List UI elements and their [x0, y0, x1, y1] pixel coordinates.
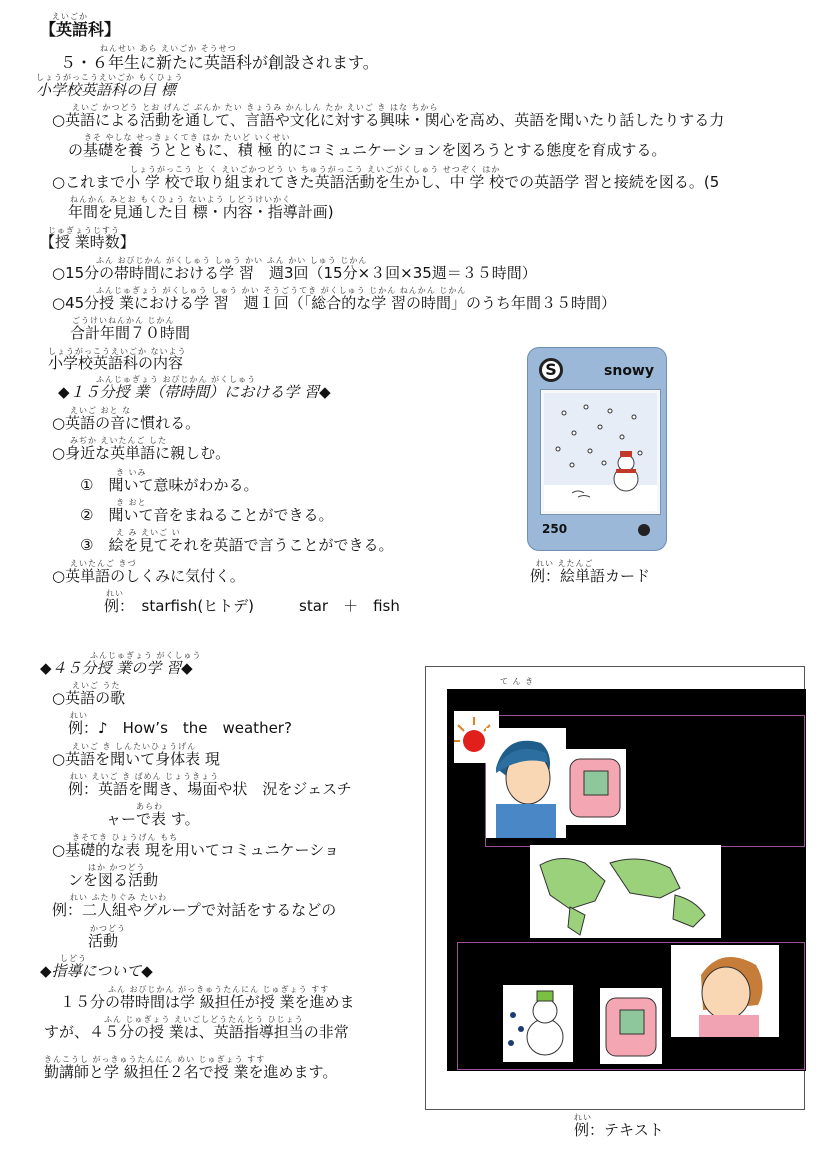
item2-ruby: みぢか えいたんご した	[70, 436, 168, 445]
guidance-line-1: １５分の帯時間は学 級担任が授 業を進めま	[60, 993, 355, 1011]
title-ruby: えいごか	[52, 12, 88, 21]
comm-ex2-ruby: かつどう	[90, 924, 126, 933]
card-word: snowy	[604, 363, 654, 379]
sub1: ① 聞いて意味がわかる。	[80, 476, 259, 494]
example-ruby: れい	[106, 589, 124, 598]
world-map-image	[530, 845, 721, 938]
guidance-heading: ◆指導について◆	[40, 962, 153, 980]
boy-picture	[486, 728, 566, 838]
content-heading-ruby: しょうがっこうえいごか ないよう	[48, 347, 187, 356]
body-ruby: えいご き しんたいひょうげん	[72, 742, 197, 751]
song-ex-ruby: れい	[70, 711, 88, 720]
flashcard-image	[527, 347, 667, 551]
item2: ○身近な英単語に親しむ。	[52, 444, 231, 462]
hours-heading-ruby: じゅぎょうじすう	[48, 226, 120, 235]
goal-p1-l1-ruby: えいご かつどう とお げんご ぶんか たい きょうみ かんしん たか えいご き はな ちから	[72, 103, 439, 112]
comm1-ruby: きそてき ひょうげん もち	[72, 833, 179, 842]
hours-l1: ○15分の帯時間における学 習 週3回（15分×３回×35週＝３５時間）	[52, 264, 537, 282]
telephone-icon-top	[564, 749, 626, 825]
hours-heading: 【授 業時数】	[40, 233, 135, 251]
goal-p1-l2-ruby: きそ やしな せっきょくてき はか たいど いくせい	[84, 133, 291, 142]
body-example-1: 例：英語を聞き、場面や状 況をジェスチ	[68, 780, 352, 798]
comm2-ruby: はか かつどう	[88, 863, 146, 872]
card-number: 250	[542, 522, 568, 536]
sub3: ③ 絵を見てそれを英語で言うことができる。	[80, 536, 394, 554]
song: ○英語の歌	[52, 689, 126, 707]
textbook-caption-ruby: れい	[574, 1113, 592, 1122]
guidance-l3-ruby: きんこうし がっきゅうたんにん めい じゅぎょう すす	[44, 1055, 266, 1064]
card-caption: 例：絵単語カード	[530, 567, 651, 585]
textbook-top-ruby: て ん き	[500, 677, 535, 686]
textbook-caption: 例：テキスト	[574, 1121, 664, 1139]
card-dot-icon	[638, 524, 650, 536]
comm-example-2: 活動	[88, 932, 119, 950]
sub1-ruby: き いみ	[116, 468, 147, 477]
sub2: ② 聞いて音をまねることができる。	[80, 506, 334, 524]
page-title: 【英語科】	[40, 20, 121, 39]
sub3-ruby: え み えいご い	[116, 528, 181, 537]
hours-l3: 合計年間７０時間	[70, 324, 191, 342]
goal-p2-l1: ○これまで小 学 校で取り組まれてきた英語活動を生かし、中 学 校での英語学 習と接続を図る。(5	[52, 173, 720, 191]
sub2-ruby: き おと	[116, 498, 147, 507]
body-ex1-ruby: れい えいご き ばめん じょうきょう	[70, 772, 220, 781]
intro-ruby: ねんせい あら えいごか そうせつ	[100, 44, 237, 53]
guidance-line-3: 勤講師と学 級担任２名で授 業を進めます。	[44, 1063, 338, 1081]
hours-l3-ruby: ごうけいねんかん じかん	[72, 316, 175, 325]
card-caption-ruby: れい えたんご	[536, 559, 594, 568]
guidance-line-2: すが、４５分の授 業は、英語指導担当の非常	[44, 1023, 349, 1041]
goal-p2-l1-ruby: しょうがっこう と く えいごかつどう い ちゅうがっこう えいごがくしゅう せつぞく はか	[130, 165, 501, 174]
body-expression: ○英語を聞いて身体表 現	[52, 750, 220, 768]
sub15-ruby: ふんじゅぎょう おびじかん がくしゅう	[96, 375, 257, 384]
hours-l2: ○45分授 業における学 習 週１回（「総合的な学 習の時間」のうち年間３５時間）	[52, 294, 616, 312]
item1: ○英語の音に慣れる。	[52, 414, 201, 432]
intro-text: ５・６年生に新たに英語科が創設されます。	[60, 53, 379, 72]
content-heading: 小学校英語科の内容	[48, 354, 184, 372]
sec45-heading: ◆４５分授 業の学 習◆	[40, 659, 193, 677]
comm-line-2: ンを図る活動	[68, 871, 159, 889]
song-example: 例：♪ How’s the weather?	[68, 719, 292, 737]
body-ex2-ruby: あらわ	[136, 802, 163, 811]
goal-p2-l2-ruby: ねんかん みとお もくひょう ないよう しどうけいかく	[70, 195, 292, 204]
comm-example-1: 例：二人組やグループで対話をするなどの	[52, 901, 337, 919]
comm-ex1-ruby: れい ふたりぐみ たいわ	[70, 893, 168, 902]
telephone-icon-bottom	[600, 988, 662, 1064]
goal-p1-l1: ○英語による活動を通して、言語や文化に対する興味・関心を高め、英語を聞いたり話したりする力	[52, 111, 725, 129]
sec45-heading-ruby: ふんじゅぎょう がくしゅう	[90, 651, 202, 660]
snowman-icon	[544, 393, 657, 511]
guidance-heading-ruby: しどう	[60, 954, 87, 963]
card-letter-badge: S	[539, 358, 563, 382]
song-ruby: えいご うた	[72, 681, 121, 690]
goal-heading: 小学校英語科の目 標	[36, 81, 176, 99]
snowman-picture	[541, 390, 660, 514]
item1-ruby: えいご おと な	[70, 406, 132, 415]
body-example-2: ャーで表 す。	[106, 810, 200, 828]
guidance-l1-ruby: ふん おびじかん がっきゅうたんにん じゅぎょう すす	[108, 985, 330, 994]
sub15-heading: ◆１５分授 業（帯時間）における学 習◆	[58, 383, 331, 401]
item3-ruby: えいたんご きづ	[70, 559, 137, 568]
goal-p2-l2: 年間を見通した目 標・内容・指導計画)	[68, 203, 334, 221]
goal-p1-l2: の基礎を養 うとともに、積 極 的にコミュニケーションを図ろうとする態度を育成する。	[68, 141, 667, 159]
hours-l1-ruby: ふん おびじかん がくしゅう しゅう かい ふん かい しゅう じかん	[96, 256, 368, 265]
hours-l2-ruby: ふんじゅぎょう がくしゅう しゅう かい そうごうてき がくしゅう じかん ねんかん じかん	[96, 286, 467, 295]
guidance-l2-ruby: ふん じゅぎょう えいごしどうたんとう ひじょう	[104, 1015, 304, 1024]
goal-heading-ruby: しょうがっこうえいごか もくひょう	[36, 73, 184, 82]
example-starfish: 例： starfish(ヒトデ) star ＋ fish	[104, 597, 400, 615]
girl-picture	[671, 945, 779, 1037]
snowman-weather-icon	[503, 985, 573, 1062]
comm-line-1: ○基礎的な表 現を用いてコミュニケーショ	[52, 841, 339, 859]
item3: ○英単語のしくみに気付く。	[52, 567, 245, 585]
